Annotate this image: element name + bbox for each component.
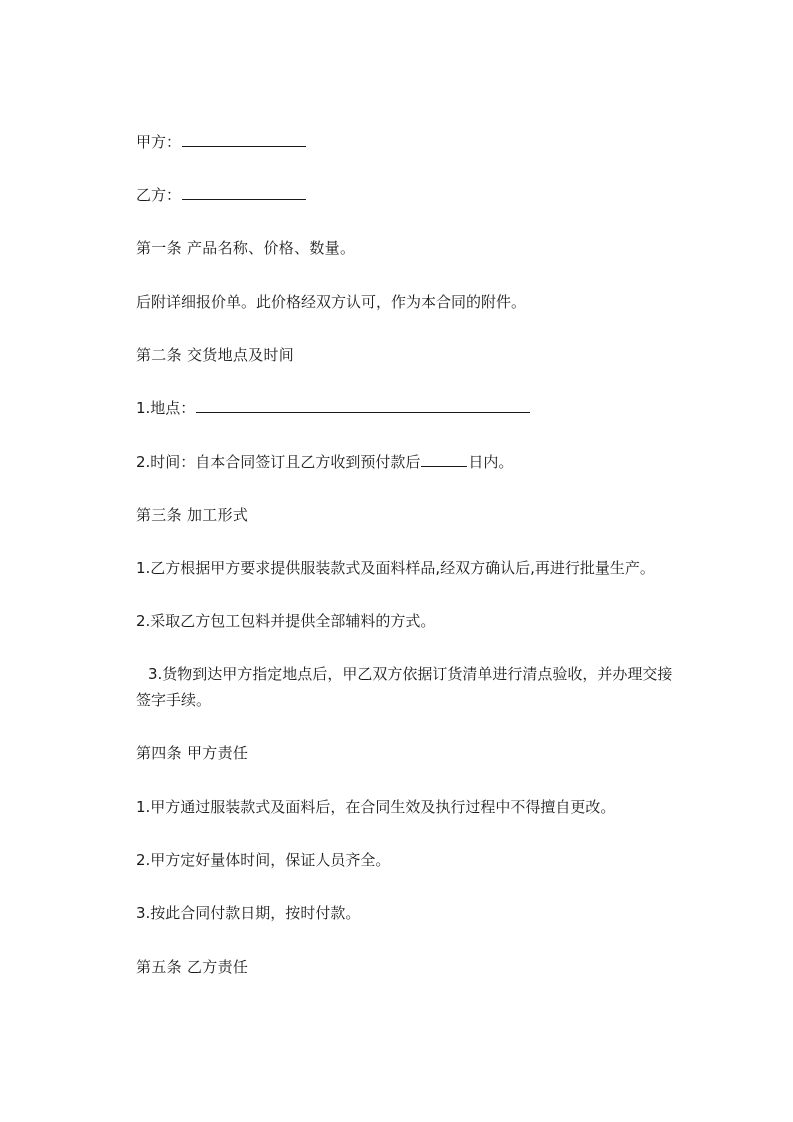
article1-body: 后附详细报价单。此价格经双方认可，作为本合同的附件。: [136, 293, 527, 311]
article5-heading: 第五条 乙方责任: [136, 958, 249, 976]
article3-heading: 第三条 加工形式: [136, 506, 249, 524]
article4-item1: 1.甲方通过服装款式及面料后，在合同生效及执行过程中不得擅自更改。: [136, 798, 616, 816]
time-text-before: 2.时间：自本合同签订且乙方收到预付款后: [136, 453, 421, 471]
location-label: 1.地点：: [136, 399, 196, 417]
party-b-label: 乙方：: [136, 186, 182, 204]
party-a-label: 甲方：: [136, 133, 182, 151]
article3-item3-line2: 签字手续。: [136, 691, 212, 709]
article2-heading: 第二条 交货地点及时间: [136, 346, 295, 364]
article3-item1: 1.乙方根据甲方要求提供服装款式及面料样品,经双方确认后,再进行批量生产。: [136, 559, 655, 577]
article2-item1: [136, 396, 531, 420]
article4-item2: 2.甲方定好量体时间，保证人员齐全。: [136, 851, 391, 869]
party-a-blank: [182, 132, 306, 147]
article4-heading: 第四条 甲方责任: [136, 744, 249, 762]
time-text-after: 日内。: [468, 453, 514, 471]
party-a-line: [136, 130, 307, 154]
article3-item3-line1: 3.货物到达甲方指定地点后，甲乙双方依据订货清单进行清点验收，并办理交接: [148, 665, 673, 683]
days-blank: [421, 452, 467, 467]
article1-heading: 第一条 产品名称、价格、数量。: [136, 239, 356, 257]
location-blank: [196, 398, 530, 413]
party-b-line: [136, 183, 307, 207]
article2-item2: [136, 450, 513, 474]
article3-item2: 2.采取乙方包工包料并提供全部辅料的方式。: [136, 612, 436, 630]
article4-item3: 3.按此合同付款日期，按时付款。: [136, 904, 361, 922]
party-b-blank: [182, 185, 306, 200]
